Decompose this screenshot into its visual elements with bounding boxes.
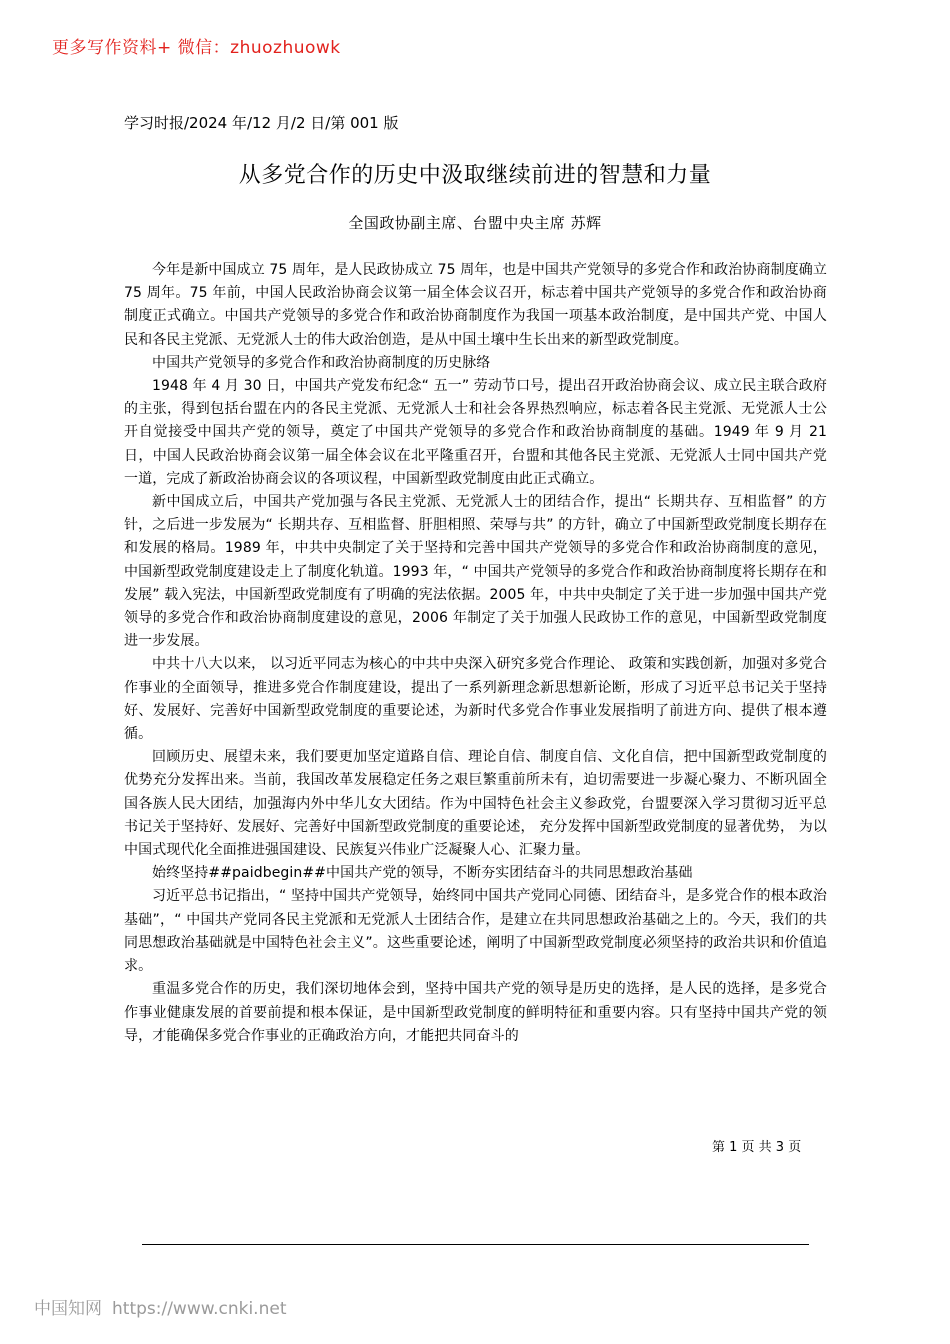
paragraph: 回顾历史、展望未来，我们要更加坚定道路自信、理论自信、制度自信、文化自信，把中国新型政党制度的优势充分发挥出来。当前，我国改革发展稳定任务之艰巨繁重前所未有，迫切需要进一步凝心聚力、不断巩固全国各族人民大团结，加强海内外中华儿女大团结。作为中国特色社会主义参政党，台盟要深入学习贯彻习近平总书记关于坚持好、发展好、完善好中国新型政党制度的重要论述， 充分发挥中国新型政党制度的显著优势， 为以中国式现代化全面推进强国建设、民族复兴伟业广泛凝聚人心、汇聚力量。 (124, 749, 827, 859)
section-heading: 中国共产党领导的多党合作和政治协商制度的历史脉络 (152, 354, 491, 371)
article-title: 从多党合作的历史中汲取继续前进的智慧和力量 (238, 163, 712, 188)
footer-divider (142, 1244, 809, 1245)
article-body (124, 259, 827, 1048)
paragraph: 1948 年 4 月 30 日，中国共产党发布纪念“ 五一” 劳动节口号，提出召开政治协商会议、成立民主联合政府的主张，得到包括台盟在内的各民主党派、无党派人士和社会各界热烈响应，标志着各民主党派、无党派人士公开自觉接受中国共产党的领导，奠定了中国共产党领导的多党合作和政治协商制度的基础。1949 年 9 月 21 日，中国人民政治协商会议第一届全体会议在北平隆重召开，台盟和其他各民主党派、无党派人士同中国共产党一道，完成了新政治协商会议的各项议程，中国新型政党制度由此正式确立。 (124, 378, 827, 487)
page-number: 第 1 页 共 3 页 (712, 1140, 802, 1155)
source-line: 学习时报/2024 年/12 月/2 日/第 001 版 (124, 114, 399, 132)
paragraph: 重温多党合作的历史，我们深切地体会到，坚持中国共产党的领导是历史的选择，是人民的选择，是多党合作事业健康发展的首要前提和根本保证，是中国新型政党制度的鲜明特征和重要内容。只有坚持中国共产党的领导，才能确保多党合作事业的正确政治方向，才能把共同奋斗的 (124, 981, 827, 1044)
section-heading: 始终坚持##paidbegin##中国共产党的领导，不断夯实团结奋斗的共同思想政治基础 (152, 865, 693, 882)
paragraph: 习近平总书记指出，“ 坚持中国共产党领导，始终同中国共产党同心同德、团结奋斗，是多党合作的根本政治基础”，“ 中国共产党同各民主党派和无党派人士团结合作，是建立在共同思想政治基础之上的。今天，我们的共同思想政治基础就是中国特色社会主义”。这些重要论述，阐明了中国新型政党制度必须坚持的政治共识和价值追求。 (124, 888, 827, 975)
article-author: 全国政协副主席、台盟中央主席 苏辉 (348, 214, 602, 232)
watermark-logo-text: 中国知网 (34, 1299, 102, 1319)
paragraph: 新中国成立后，中国共产党加强与各民主党派、无党派人士的团结合作，提出“ 长期共存、互相监督” 的方针，之后进一步发展为“ 长期共存、互相监督、肝胆相照、荣辱与共” 的方针，确立了中国新型政党制度长期存在和发展的格局。1989 年，中共中央制定了关于坚持和完善中国共产党领导的多党合作和政治协商制度的意见，中国新型政党制度建设走上了制度化轨道。1993 年，“ 中国共产党领导的多党合作和政治协商制度将长期存在和发展” 载入宪法，中国新型政党制度有了明确的宪法依据。2005 年，中共中央制定了关于进一步加强中国共产党领导的多党合作和政治协商制度建设的意见，2006 年制定了关于加强人民政协工作的意见，中国新型政党制度进一步发展。 (124, 494, 827, 650)
cnki-watermark (34, 1294, 286, 1319)
paragraph: 今年是新中国成立 75 周年，是人民政协成立 75 周年，也是中国共产党领导的多党合作和政治协商制度确立 75 周年。75 年前，中国人民政治协商会议第一届全体会议召开，标志着中国共产党领导的多党合作和政治协商制度正式确立。中国共产党领导的多党合作和政治协商制度作为我国一项基本政治制度，是中国共产党、中国人民和各民主党派、无党派人士的伟大政治创造，是从中国土壤中生长出来的新型政党制度。 (124, 262, 827, 348)
paragraph: 中共十八大以来， 以习近平同志为核心的中共中央深入研究多党合作理论、 政策和实践创新，加强对多党合作事业的全面领导，推进多党合作制度建设，提出了一系列新理念新思想新论断，形成了习近平总书记关于坚持好、发展好、完善好中国新型政党制度的重要论述，为新时代多党合作事业发展指明了前进方向、提供了根本遵循。 (124, 656, 827, 743)
promo-banner: 更多写作资料+ 微信：zhuozhuowk (52, 38, 341, 58)
watermark-url: https://www.cnki.net (112, 1299, 287, 1319)
